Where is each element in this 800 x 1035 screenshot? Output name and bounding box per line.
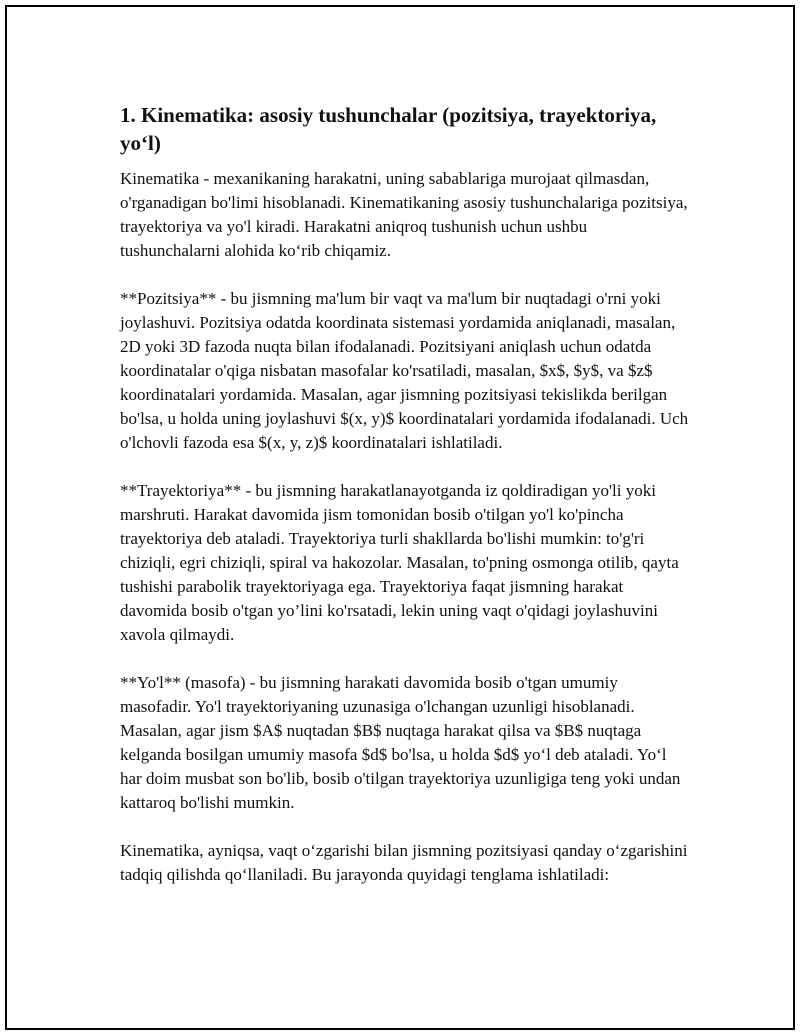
paragraph-pozitsiya: **Pozitsiya** - bu jismning ma'lum bir vaqt va ma'lum bir nuqtadagi o'rni yoki joylashuvi. Pozitsiya odatda koordinata sistemasi yordamida aniqlanadi, masalan, 2D yoki 3D fazoda nuqta bilan ifodalanadi. Pozitsiyani aniqlash uchun odatda koordinatalar o'qiga nisbatan masofalar ko'rsatiladi, masalan, $x$, $y$, va $z$ koordinatalari yordamida. Masalan, agar jismning pozitsiyasi tekislikda berilgan bo'lsa, u holda uning joylashuvi $(x, y)$ koordinatalari yordamida ifodalanadi. Uch o'lchovli fazoda esa $(x, y, z)$ koordinatalari ishlatiladi. xyxy=(120,289,689,452)
section-heading: 1. Kinematika: asosiy tushunchalar (pozitsiya, trayektoriya, yo‘l) xyxy=(120,103,657,155)
page-frame xyxy=(5,5,795,1030)
paragraph-intro: Kinematika - mexanikaning harakatni, uning sabablariga murojaat qilmasdan, o'rganadigan bo'limi hisoblanadi. Kinematikaning asosiy tushunchalariga pozitsiya, trayektoriya va yo'l kiradi. Harakatni aniqroq tushunish uchun ushbu tushunchalarni alohida ko‘rib chiqamiz. xyxy=(120,169,688,260)
paragraph-yol: **Yo'l** (masofa) - bu jismning harakati davomida bosib o'tgan umumiy masofadir. Yo'l trayektoriyaning uzunasiga o'lchangan uzunligi hisoblanadi. Masalan, agar jism $A$ nuqtadan $B$ nuqtaga harakat qilsa va $B$ nuqtaga kelganda bosilgan umumiy masofa $d$ bo'lsa, u holda $d$ yo‘l deb ataladi. Yo‘l har doim musbat son bo'lib, bosib o'tilgan trayektoriya uzunligiga teng yoki undan kattaroq bo'lishi mumkin. xyxy=(120,673,681,812)
document-body xyxy=(120,101,690,911)
paragraph-trayektoriya: **Trayektoriya** - bu jismning harakatlanayotganda iz qoldiradigan yo'li yoki marshruti. Harakat davomida jism tomonidan bosib o'tilgan yo'l ko'pincha trayektoriya deb ataladi. Trayektoriya turli shakllarda bo'lishi mumkin: to'g'ri chiziqli, egri chiziqli, spiral va hakozolar. Masalan, to'pning osmonga otilib, qayta tushishi parabolik trayektoriyaga ega. Trayektoriya faqat jismning harakat davomida bosib o'tgan yo’lini ko'rsatadi, lekin uning vaqt o'qidagi joylashuvini xavola qilmaydi. xyxy=(120,481,679,644)
paragraph-tenglama: Kinematika, ayniqsa, vaqt o‘zgarishi bilan jismning pozitsiyasi qanday o‘zgarishini tadqiq qilishda qo‘llaniladi. Bu jarayonda quyidagi tenglama ishlatiladi: xyxy=(120,841,688,884)
